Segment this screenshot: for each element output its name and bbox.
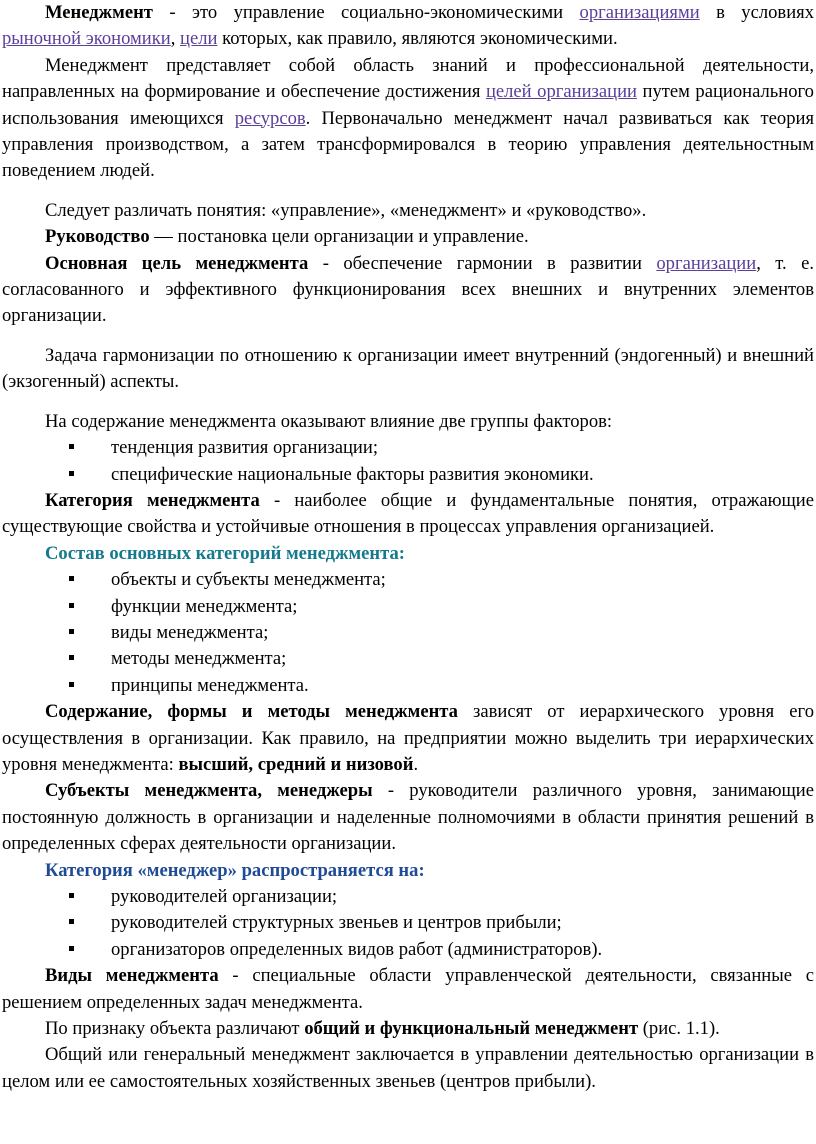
bullet-icon [69, 471, 74, 476]
paragraph-general-management: Общий или генеральный менеджмент заключается в управлении деятельностью организации в целом или ее самостоятельных хозяйственных звеньев (центров прибыли). [2, 1044, 814, 1092]
bullet-icon [69, 444, 74, 449]
paragraph-concepts: Следует различать понятия: «управление», «менеджмент» и «руководство». [45, 199, 647, 221]
term-general-functional: общий и функциональный менеджмент [304, 1018, 639, 1040]
link-market-economy[interactable]: рыночной экономики [2, 28, 171, 50]
bullet-icon [69, 576, 74, 581]
list-item: тенденция развития организации; [2, 435, 814, 461]
term-category: Категория менеджмента [45, 489, 260, 511]
list-item: объекты и субъекты менеджмента; [2, 567, 814, 593]
list-item: методы менеджмента; [2, 646, 814, 672]
bullet-icon [69, 919, 74, 924]
term-subjects: Субъекты менеджмента, менеджеры [45, 780, 373, 802]
manager-list [2, 884, 814, 963]
term-management: Менеджмент [45, 2, 153, 23]
link-organization-goals[interactable]: целей организации [485, 81, 637, 103]
list-item: руководителей организации; [2, 884, 814, 910]
paragraph-subjects: Субъекты менеджмента, менеджеры - руководители различного уровня, занимающие постоянную должность в организации и наделенные полномочиями в области принятия решений в определенных сферах деятельности организации. [2, 780, 814, 855]
categories-list [2, 567, 814, 699]
term-content-forms: Содержание, формы и методы менеджмента [45, 701, 458, 723]
paragraph-management-field: Менеджмент представляет собой область знаний и профессиональной деятельности, направленных на формирование и обеспечение достижения целей организации путем рационального использования имеющихся ресурсов. Первоначально менеджмент начал развиваться как теория управления производством, а затем трансформировался в теорию управления деятельностным поведением людей. [2, 54, 814, 182]
factors-list [2, 435, 814, 488]
paragraph-category: Категория менеджмента - наиболее общие и фундаментальные понятия, отражающие существующие свойства и устойчивые отношения в процессах управления организацией. [2, 489, 814, 538]
heading-manager-category: Категория «менеджер» распространяется на: [45, 859, 425, 881]
list-item: руководителей структурных звеньев и центров прибыли; [2, 910, 814, 936]
term-leadership: Руководство [45, 226, 150, 248]
spacer [2, 396, 814, 409]
bullet-icon [69, 946, 74, 951]
list-item: специфические национальные факторы развития экономики. [2, 462, 814, 488]
paragraph-content-forms: Содержание, формы и методы менеджмента зависят от иерархического уровня его осуществления в организации. Как правило, на предприятии можно выделить три иерархических уровня менеджмента: высший, средний и низовой. [2, 701, 814, 775]
list-item: виды менеджмента; [2, 620, 814, 646]
paragraph-object-types: По признаку объекта различают общий и функциональный менеджмент (рис. 1.1). [45, 1018, 720, 1040]
bullet-icon [69, 893, 74, 898]
term-levels: высший, средний и низовой [178, 753, 414, 775]
spacer [2, 185, 814, 198]
link-goals[interactable]: цели [180, 28, 218, 50]
bullet-icon [69, 682, 74, 687]
spacer [2, 330, 814, 343]
link-organization[interactable]: организации [656, 252, 757, 274]
list-item: принципы менеджмента. [2, 673, 814, 699]
bullet-icon [69, 655, 74, 660]
paragraph-factors-intro: На содержание менеджмента оказывают влияние две группы факторов: [45, 410, 613, 432]
link-resources[interactable]: ресурсов [234, 107, 306, 129]
bullet-icon [69, 629, 74, 634]
list-item: функции менеджмента; [2, 594, 814, 620]
bullet-icon [69, 603, 74, 608]
link-organizations[interactable]: организациями [579, 2, 700, 23]
heading-categories: Состав основных категорий менеджмента: [45, 542, 405, 564]
paragraph-management-definition: Менеджмент - это управление социально-экономическими организациями в условиях рыночной экономики, цели которых, как правило, являются экономическими. [2, 2, 815, 50]
paragraph-harmonization: Задача гармонизации по отношению к организации имеет внутренний (эндогенный) и внешний (экзогенный) аспекты. [2, 344, 814, 393]
term-main-goal: Основная цель менеджмента [45, 252, 309, 274]
paragraph-leadership: Руководство — постановка цели организации и управление. [45, 226, 529, 248]
term-types: Виды менеджмента [45, 965, 219, 987]
paragraph-types: Виды менеджмента - специальные области управленческой деятельности, связанные с решением определенных задач менеджмента. [2, 965, 814, 1013]
paragraph-main-goal: Основная цель менеджмента - обеспечение гармонии в развитии организации, т. е. согласованного и эффективного функционирования всех внешних и внутренних элементов организации. [2, 252, 814, 327]
list-item: организаторов определенных видов работ (администраторов). [2, 937, 814, 963]
